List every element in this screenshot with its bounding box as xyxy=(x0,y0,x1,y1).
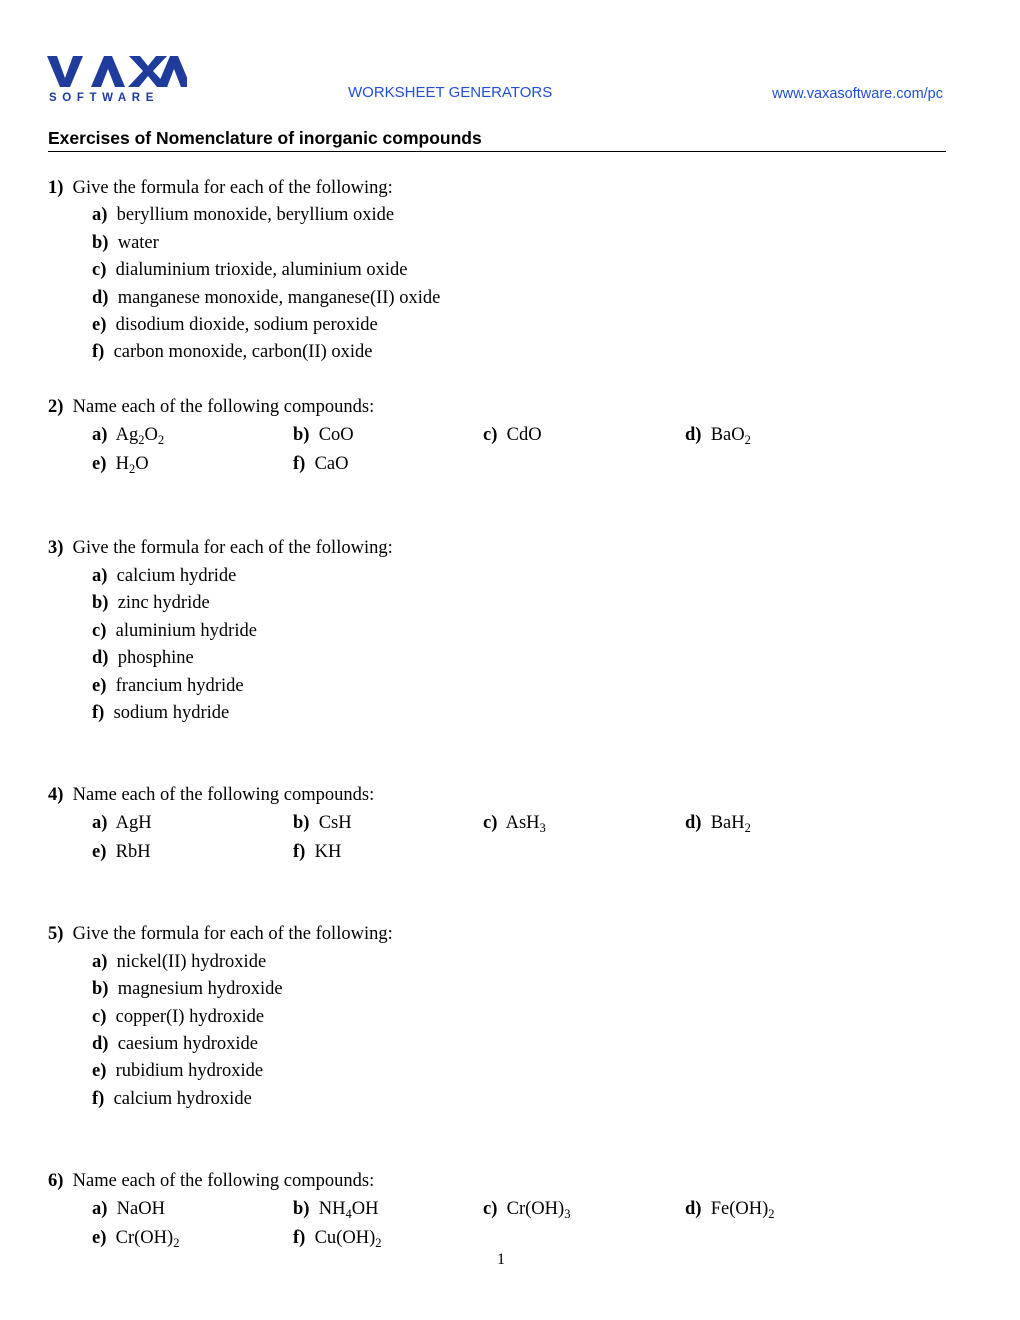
q4-item-d: d) BaH$_2$ xyxy=(685,813,751,835)
logo-wordmark-software: SOFTWARE xyxy=(49,92,159,102)
q4-item-e: e) RbH xyxy=(92,842,151,862)
question-4-heading: 4) Name each of the following compounds: xyxy=(48,785,375,805)
q6-item-c: c) $Cr(OH)_3$ xyxy=(483,1199,571,1221)
q2-item-d: d) BaO$_2$ xyxy=(685,425,751,447)
question-3-heading: 3) Give the formula for each of the following: xyxy=(48,538,393,558)
q3-item-c: c) aluminium hydride xyxy=(92,621,257,641)
q3-item-f: f) sodium hydride xyxy=(92,703,230,723)
question-6-heading: 6) Name each of the following compounds: xyxy=(48,1171,375,1191)
q1-item-e: e) disodium dioxide, sodium peroxide xyxy=(92,315,378,335)
q5-item-d: d) caesium hydroxide xyxy=(92,1034,258,1054)
q4-item-b: b) CsH xyxy=(293,813,352,833)
q1-item-f: f) carbon monoxide, carbon(II) oxide xyxy=(92,342,373,362)
q3-item-b: b) zinc hydride xyxy=(92,593,210,613)
q4-item-a: a) AgH xyxy=(92,813,152,833)
q3-item-a: a) calcium hydride xyxy=(92,566,237,586)
q2-item-a: a) $Ag_2O_2$ xyxy=(92,425,165,447)
question-1-heading: 1) Give the formula for each of the following: xyxy=(48,178,393,198)
q1-item-b: b) water xyxy=(92,233,159,253)
q5-item-c: c) copper(I) hydroxide xyxy=(92,1007,265,1027)
document-title: Exercises of Nomenclature of inorganic compounds xyxy=(48,128,482,148)
worksheet-generators-label: WORKSHEET GENERATORS xyxy=(348,84,553,101)
question-2-heading: 2) Name each of the following compounds: xyxy=(48,397,375,417)
q6-item-b: b) $NH_4OH$ xyxy=(293,1199,379,1221)
q6-item-f: f) $Cu(OH)_2$ xyxy=(293,1228,382,1250)
q5-item-a: a) nickel(II) hydroxide xyxy=(92,952,267,972)
q2-item-c: c) CdO xyxy=(483,425,542,445)
q2-item-f: f) CaO xyxy=(293,454,349,474)
q6-item-a: a) NaOH xyxy=(92,1199,165,1219)
q5-item-e: e) rubidium hydroxide xyxy=(92,1061,264,1081)
q4-item-f: f) KH xyxy=(293,842,342,862)
q3-item-e: e) francium hydride xyxy=(92,676,244,696)
website-url-link[interactable]: www.vaxasoftware.com/pc xyxy=(772,86,943,102)
q5-item-f: f) calcium hydroxide xyxy=(92,1089,252,1109)
q1-item-d: d) manganese monoxide, manganese(II) oxide xyxy=(92,288,441,308)
q2-item-b: b) CoO xyxy=(293,425,354,445)
title-underline-divider xyxy=(48,151,946,152)
q1-item-a: a) beryllium monoxide, beryllium oxide xyxy=(92,205,395,225)
q2-item-e: e) $H_2O$ xyxy=(92,454,149,476)
q1-item-c: c) dialuminium trioxide, aluminium oxide xyxy=(92,260,408,280)
q6-item-e: e) $Cr(OH)_2$ xyxy=(92,1228,180,1250)
q6-item-d: d) $Fe(OH)_2$ xyxy=(685,1199,775,1221)
page-number: 1 xyxy=(497,1251,505,1268)
q4-item-c: c) AsH$_3$ xyxy=(483,813,546,835)
q3-item-d: d) phosphine xyxy=(92,648,194,668)
q5-item-b: b) magnesium hydroxide xyxy=(92,979,283,999)
vaxa-software-logo xyxy=(47,54,187,102)
question-5-heading: 5) Give the formula for each of the following: xyxy=(48,924,393,944)
